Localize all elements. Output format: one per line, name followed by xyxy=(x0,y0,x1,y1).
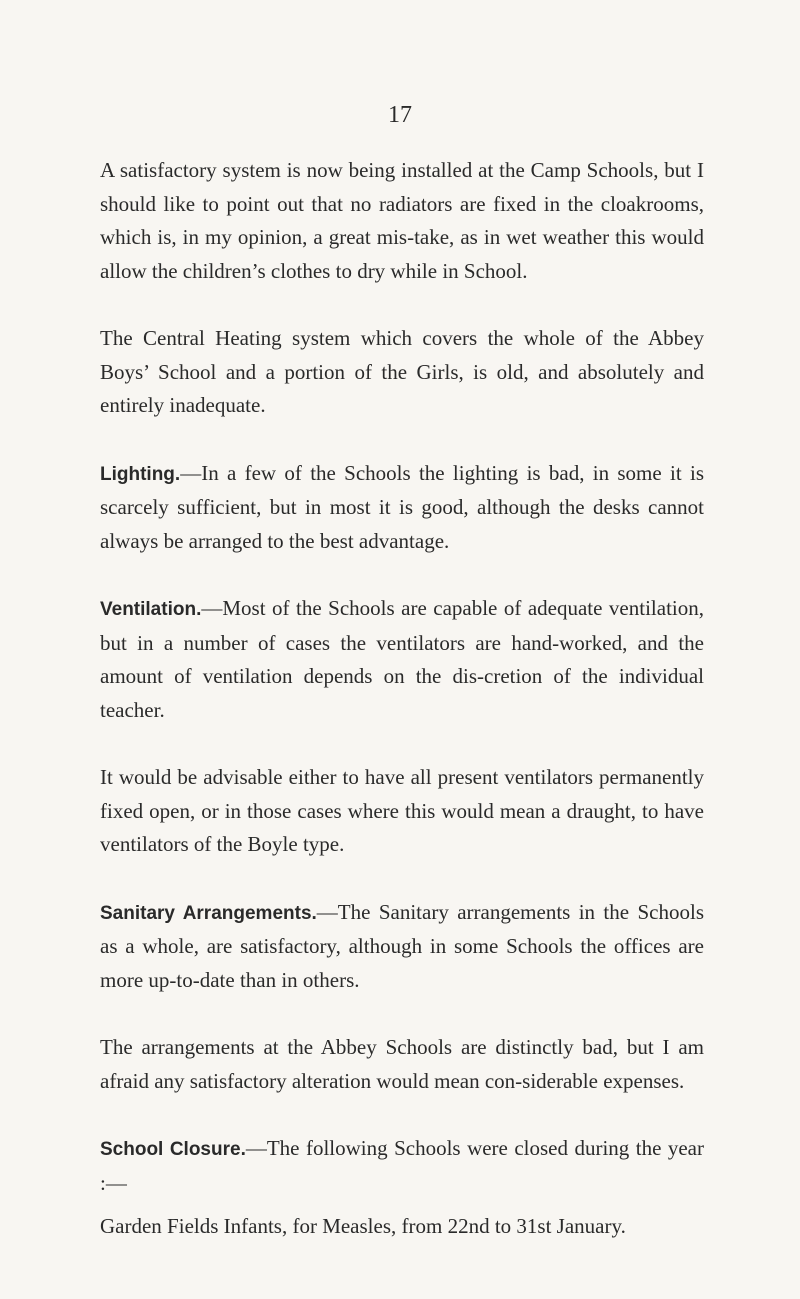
section-heading: Sanitary Arrangements. xyxy=(100,902,317,924)
paragraph-lighting xyxy=(100,457,704,559)
section-heading: Ventilation. xyxy=(100,599,202,620)
page-number: 17 xyxy=(388,102,412,128)
section-heading: School Closure. xyxy=(100,1139,246,1160)
paragraph-camp-schools xyxy=(100,154,704,288)
paragraph-text: —Most of the Schools are capable of adequate ventilation, but in a number of cases the ventilators are hand-worked, and the amount of ventilation depends on the dis-cretion of the individual teacher. xyxy=(100,596,704,722)
paragraph-school-closure xyxy=(100,1132,704,1200)
list-item xyxy=(100,1210,704,1244)
section-heading: Lighting. xyxy=(100,463,181,485)
paragraph-text: —The Sanitary arrangements in the Schools as a whole, are satisfactory, although in some Schools the offices are more up-to-date than in others. xyxy=(100,899,704,992)
paragraph-text: —The following Schools were closed during the year :— xyxy=(100,1136,704,1195)
paragraph-central-heating xyxy=(100,322,704,423)
paragraph-text: It would be advisable either to have all present ventilators permanently fixed open, or in those cases where this would mean a draught, to have ventilators of the Boyle type. xyxy=(100,765,704,856)
paragraph-text: The Central Heating system which covers the whole of the Abbey Boys’ School and a portion of the Girls, is old, and absolutely and entirely inadequate. xyxy=(100,326,704,417)
paragraph-text: A satisfactory system is now being installed at the Camp Schools, but I should like to point out that no radiators are fixed in the cloakrooms, which is, in my opinion, a great mis-take, as in wet weather this would allow the children’s clothes to dry while in School. xyxy=(100,158,704,283)
paragraph-abbey-arrangements xyxy=(100,1031,704,1098)
paragraph-ventilators-advice xyxy=(100,761,704,862)
paragraph-ventilation xyxy=(100,592,704,727)
body-text xyxy=(100,154,704,1244)
list-item-text: Garden Fields Infants, for Measles, from 22nd to 31st January. xyxy=(100,1214,626,1238)
paragraph-sanitary xyxy=(100,896,704,998)
paragraph-text: The arrangements at the Abbey Schools are distinctly bad, but I am afraid any satisfactory alteration would mean con-siderable expenses. xyxy=(100,1035,704,1093)
paragraph-text: —In a few of the Schools the lighting is bad, in some it is scarcely sufficient, but in most it is good, although the desks cannot always be arranged to the best advantage. xyxy=(100,460,704,553)
